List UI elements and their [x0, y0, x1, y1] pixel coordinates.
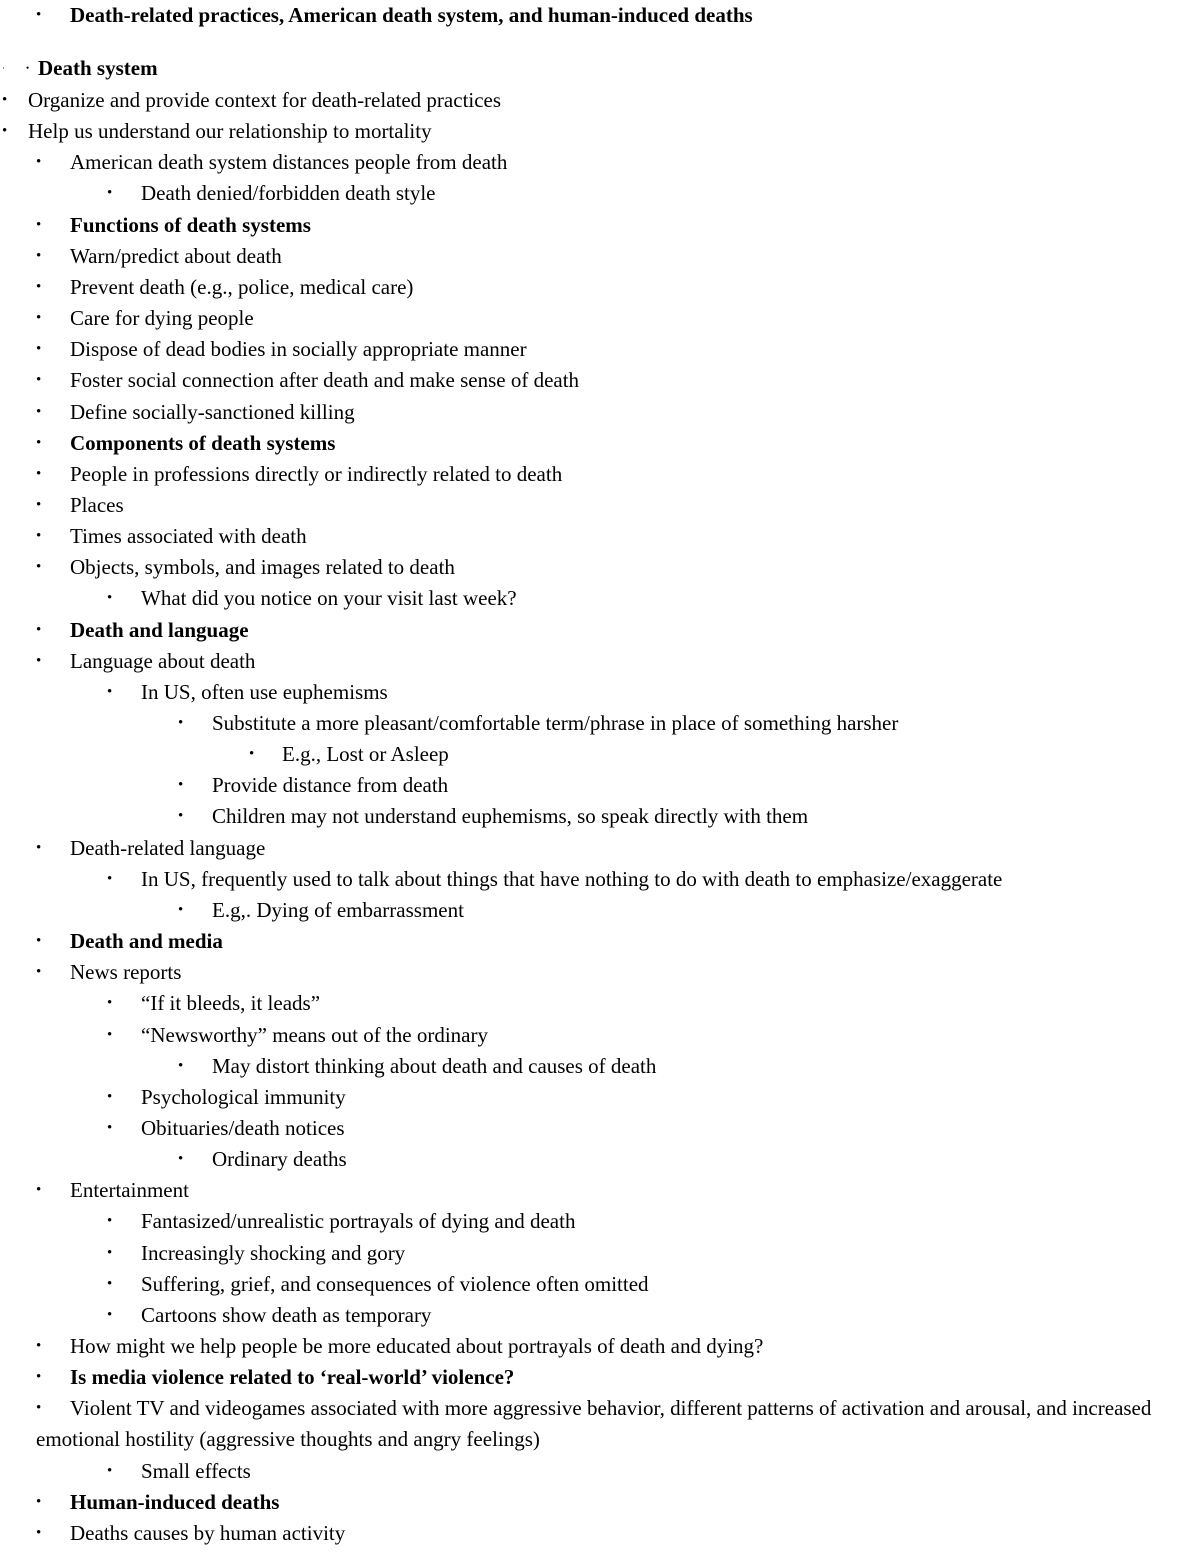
bullet-icon: •: [107, 1213, 113, 1230]
outline-item: [0, 365, 1200, 396]
bullet-icon: •: [36, 465, 42, 482]
section-title-line: [0, 53, 1200, 84]
bullet-icon: •: [36, 1369, 42, 1386]
outline-item: [0, 957, 1200, 988]
outline-item-text: Language about death: [70, 648, 256, 673]
bullet-icon: •: [2, 123, 8, 140]
outline-item-text: Is media violence related to ‘real-world’ violence?: [70, 1365, 515, 1390]
outline-item: [0, 1113, 1200, 1144]
outline-item-text: May distort thinking about death and causes of death: [212, 1053, 657, 1078]
outline-item: [0, 210, 1200, 241]
outline-item: [0, 1082, 1200, 1113]
outline-item-text: “Newsworthy” means out of the ordinary: [141, 1022, 488, 1047]
outline-item: [0, 147, 1200, 178]
outline-item: [0, 1206, 1200, 1237]
outline-item: [0, 708, 1200, 739]
bullet-icon: •: [107, 1119, 113, 1136]
outline-item: [0, 895, 1200, 926]
bullet-icon: •: [36, 1524, 42, 1541]
bullet-icon: •: [36, 403, 42, 420]
bullet-icon: •: [36, 1338, 42, 1354]
bullet-icon: •: [107, 870, 113, 887]
outline-item: [0, 1238, 1200, 1269]
outline-item-text: Dispose of dead bodies in socially appropriate manner: [70, 337, 527, 362]
bullet-icon: •: [36, 278, 42, 295]
outline-item-text: People in professions directly or indirectly related to death: [70, 461, 563, 486]
outline-item-text: Help us understand our relationship to mortality: [28, 119, 432, 144]
bullet-icon: •: [107, 1462, 113, 1479]
outline-item: [0, 552, 1200, 583]
outline-item-text: Prevent death (e.g., police, medical care): [70, 274, 414, 299]
outline-item: [0, 1175, 1200, 1206]
bullet-icon: •: [36, 964, 42, 981]
bullet-icon: •: [107, 1244, 113, 1261]
outline-item: [0, 1051, 1200, 1082]
outline-item-text: Foster social connection after death and make sense of death: [70, 368, 580, 393]
outline-item-text: How might we help people be more educated about portrayals of death and dying?: [70, 1334, 764, 1358]
document-heading-line: [0, 0, 1200, 31]
outline-item-text: In US, often use euphemisms: [141, 679, 388, 704]
bullet-icon: •: [107, 1306, 113, 1323]
outline-item-text: What did you notice on your visit last week?: [141, 586, 517, 611]
bullet-icon: •: [178, 715, 184, 731]
outline-item: [0, 85, 1200, 116]
bullet-icon: •: [36, 341, 42, 358]
outline-item-text: Deaths causes by human activity: [70, 1520, 346, 1545]
bullet-icon: •: [107, 683, 113, 700]
outline-item: [0, 1393, 1200, 1455]
outline-item-text: Fantasized/unrealistic portrayals of dying and death: [141, 1209, 576, 1234]
outline-item-text: Places: [70, 492, 124, 517]
bullet-icon: •: [36, 216, 42, 233]
outline-item-text: Increasingly shocking and gory: [141, 1240, 406, 1265]
bullet-icon: •: [107, 1026, 113, 1043]
outline-item-text: Ordinary deaths: [212, 1147, 347, 1172]
outline-item-text: American death system distances people from death: [70, 150, 508, 175]
outline-item-text: Death and media: [70, 929, 223, 954]
outline-item: [0, 1020, 1200, 1051]
bullet-icon: •: [107, 590, 113, 607]
bullet-icon: •: [249, 746, 255, 763]
outline-item: [0, 864, 1200, 895]
outline-item-text: Functions of death systems: [70, 212, 311, 237]
outline-item-text: Obituaries/death notices: [141, 1115, 345, 1140]
outline-item: [0, 397, 1200, 428]
outline-item-text: Components of death systems: [70, 430, 336, 455]
outline-item-text: Human-induced deaths: [70, 1489, 280, 1514]
bullet-icon: •: [36, 559, 42, 576]
bullet-icon: •: [36, 372, 42, 389]
outline-item-text: Suffering, grief, and consequences of violence often omitted: [141, 1271, 649, 1296]
bullet-icon: •: [107, 1088, 113, 1105]
outline-item-text: Death-related language: [70, 835, 266, 860]
outline-item-text: Cartoons show death as temporary: [141, 1302, 432, 1327]
outline-item: [0, 1456, 1200, 1487]
outline-item: [0, 615, 1200, 646]
outline-item-text: Death and language: [70, 617, 249, 642]
outline-item: [0, 459, 1200, 490]
outline-item: [0, 583, 1200, 614]
bullet-icon: •: [107, 995, 113, 1012]
outline-item-text: Substitute a more pleasant/comfortable term/phrase in place of something harsher: [212, 711, 899, 735]
outline-item-text: Define socially-sanctioned killing: [70, 399, 355, 424]
outline-item: [0, 272, 1200, 303]
bullet-icon: •: [36, 1182, 42, 1199]
bullet-icon: •: [36, 310, 42, 327]
outline-item-text: E.g., Lost or Asleep: [282, 742, 449, 767]
bullet-icon: •: [178, 1151, 184, 1168]
outline-item: [0, 428, 1200, 459]
outline-item-text: News reports: [70, 960, 182, 985]
bullet-icon: •: [36, 652, 42, 669]
document-heading: Death-related practices, American death system, and human-induced deaths: [70, 3, 753, 27]
outline-item: [0, 1331, 1200, 1362]
outline-item: [0, 1518, 1200, 1549]
outline-item-text: In US, frequently used to talk about things that have nothing to do with death to emphasize/exaggerate: [141, 866, 1003, 891]
outline-item: [0, 521, 1200, 552]
bullet-icon: •: [36, 621, 42, 638]
bullet-icon: •: [36, 933, 42, 950]
outline-item: [0, 1269, 1200, 1300]
outline-item-text: Care for dying people: [70, 306, 254, 331]
bullet-icon: •: [107, 185, 113, 202]
outline-item-text: Small effects: [141, 1458, 251, 1483]
bullet-icon: •: [36, 528, 42, 545]
outline-item: [0, 770, 1200, 801]
outline-item: [0, 739, 1200, 770]
outline-item: [0, 1487, 1200, 1518]
outline-item-text: Psychological immunity: [141, 1084, 346, 1109]
bullet-icon: •: [107, 1275, 113, 1292]
section-title: Death system: [38, 56, 158, 80]
outline-item-text: Provide distance from death: [212, 773, 449, 798]
outline-item: [0, 178, 1200, 209]
outline-item-text: Death denied/forbidden death style: [141, 181, 436, 206]
outline-item: [0, 988, 1200, 1019]
bullet-icon: •: [36, 1493, 42, 1510]
bullet-icon: •: [36, 154, 42, 171]
bullet-icon: •: [36, 7, 42, 23]
outline-item: [0, 1362, 1200, 1393]
outline-item-text: Warn/predict about death: [70, 243, 282, 268]
bullet-icon: •: [26, 63, 30, 73]
outline-item: [0, 241, 1200, 272]
bullet-icon: •: [36, 434, 42, 451]
outline-item: [0, 334, 1200, 365]
outline-item-text: Children may not understand euphemisms, so speak directly with them: [212, 804, 809, 829]
outline-item: [0, 1300, 1200, 1331]
bullet-icon: •: [178, 808, 184, 825]
bullet-icon: •: [36, 496, 42, 513]
outline-item-text: Objects, symbols, and images related to death: [70, 555, 455, 580]
outline-item-text: E.g,. Dying of embarrassment: [212, 897, 464, 922]
bullet-icon: ·: [2, 63, 5, 73]
bullet-icon: •: [2, 92, 8, 108]
outline-item-text: Times associated with death: [70, 524, 307, 549]
outline-item: [0, 677, 1200, 708]
outline-item: [0, 801, 1200, 832]
bullet-icon: •: [36, 1400, 42, 1417]
outline-item: [0, 646, 1200, 677]
bullet-icon: •: [178, 1057, 184, 1074]
bullet-icon: •: [36, 247, 42, 264]
bullet-icon: •: [36, 839, 42, 856]
outline-item: [0, 490, 1200, 521]
outline-item-text: Violent TV and videogames associated with more aggressive behavior, different patterns of activation and arousal, and increased emotional hostility (aggressive thoughts and angry feelings): [36, 1396, 1152, 1452]
outline-item: [0, 303, 1200, 334]
outline-item-text: Organize and provide context for death-related practices: [28, 88, 502, 112]
outline-item-text: Entertainment: [70, 1178, 189, 1203]
bullet-icon: •: [178, 901, 184, 918]
outline-item: [0, 926, 1200, 957]
outline-item-text: “If it bleeds, it leads”: [141, 991, 321, 1016]
outline-item: [0, 116, 1200, 147]
outline-item: [0, 833, 1200, 864]
outline-item: [0, 1144, 1200, 1175]
bullet-icon: •: [178, 777, 184, 794]
